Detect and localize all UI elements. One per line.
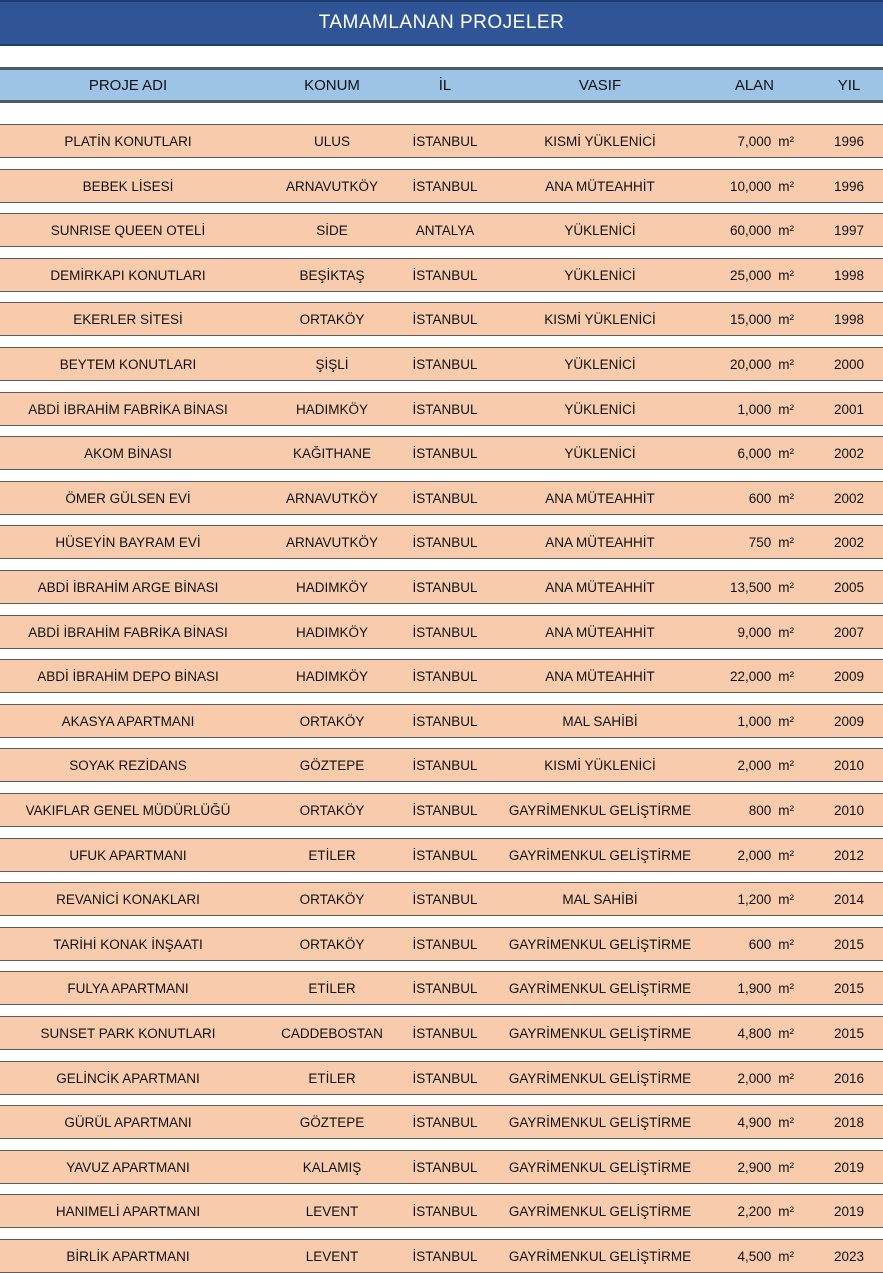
cell-vasif: GAYRİMENKUL GELİŞTİRME [508,1159,692,1175]
cell-konum: ORTAKÖY [299,802,365,818]
alan-unit: m² [778,356,794,372]
table-row [0,838,883,872]
alan-unit: m² [778,624,794,640]
cell-il: ANTALYA [415,222,475,238]
cell-proje-adi: UFUK APARTMANI [69,847,187,863]
table-row [0,525,883,559]
table-row [0,213,883,247]
alan-unit: m² [778,980,794,996]
alan-unit: m² [778,579,794,595]
alan-value: 20,000 [729,356,772,372]
cell-konum: ETİLER [308,980,356,996]
cell-vasif: ANA MÜTEAHHİT [545,490,655,506]
cell-proje-adi: BEYTEM KONUTLARI [59,356,197,372]
alan-value: 10,000 [729,178,772,194]
cell-vasif: GAYRİMENKUL GELİŞTİRME [508,1203,692,1219]
table-row [0,615,883,649]
cell-proje-adi: DEMİRKAPI KONUTLARI [50,267,206,283]
cell-alan [700,312,794,327]
cell-vasif: GAYRİMENKUL GELİŞTİRME [508,1248,692,1264]
table-row [0,570,883,604]
cell-yil: 1996 [833,133,865,149]
cell-il: İSTANBUL [412,847,478,863]
cell-alan [700,134,794,149]
cell-proje-adi: FULYA APARTMANI [67,980,189,996]
cell-proje-adi: BEBEK LİSESİ [82,178,174,194]
cell-yil: 2009 [833,713,865,729]
table-row [0,436,883,470]
cell-il: İSTANBUL [412,267,478,283]
cell-konum: LEVENT [305,1248,359,1264]
alan-value: 22,000 [729,668,772,684]
cell-il: İSTANBUL [412,490,478,506]
alan-unit: m² [778,534,794,550]
cell-il: İSTANBUL [412,579,478,595]
alan-value: 1,000 [737,713,772,729]
cell-il: İSTANBUL [412,802,478,818]
cell-konum: GÖZTEPE [299,1114,365,1130]
table-row [0,882,883,916]
cell-vasif: YÜKLENİCİ [564,401,636,417]
cell-il: İSTANBUL [412,401,478,417]
alan-value: 2,000 [737,847,772,863]
cell-konum: KALAMIŞ [302,1159,362,1175]
cell-yil: 2009 [833,668,865,684]
cell-yil: 2010 [833,802,865,818]
cell-alan [700,892,794,907]
cell-konum: LEVENT [305,1203,359,1219]
alan-value: 600 [748,936,772,952]
cell-vasif: YÜKLENİCİ [564,222,636,238]
table-row [0,1239,883,1273]
header-proje-adi: PROJE ADI [88,76,168,94]
cell-konum: GÖZTEPE [299,757,365,773]
cell-konum: ULUS [313,133,350,149]
cell-konum: ŞİŞLİ [315,356,349,372]
cell-yil: 2007 [833,624,865,640]
header-vasif: VASIF [578,76,622,94]
cell-il: İSTANBUL [412,311,478,327]
cell-proje-adi: TARİHİ KONAK İNŞAATI [53,936,203,952]
alan-value: 800 [748,802,772,818]
cell-il: İSTANBUL [412,178,478,194]
cell-alan [700,179,794,194]
cell-vasif: KISMİ YÜKLENİCİ [544,133,656,149]
cell-konum: BEŞİKTAŞ [299,267,365,283]
table-row [0,1016,883,1050]
alan-unit: m² [778,222,794,238]
cell-proje-adi: SOYAK REZİDANS [69,757,187,773]
header-konum: KONUM [304,76,360,94]
cell-il: İSTANBUL [412,1203,478,1219]
cell-alan [700,1115,794,1130]
alan-value: 2,900 [737,1159,772,1175]
cell-yil: 2019 [833,1159,865,1175]
alan-unit: m² [778,1025,794,1041]
cell-yil: 2019 [833,1203,865,1219]
cell-vasif: YÜKLENİCİ [564,445,636,461]
cell-yil: 2005 [833,579,865,595]
cell-konum: ORTAKÖY [299,936,365,952]
alan-unit: m² [778,757,794,773]
cell-alan [700,446,794,461]
cell-alan [700,937,794,952]
cell-proje-adi: ABDİ İBRAHİM FABRİKA BİNASI [28,401,228,417]
table-row [0,748,883,782]
alan-unit: m² [778,401,794,417]
cell-vasif: KISMİ YÜKLENİCİ [544,311,656,327]
cell-vasif: ANA MÜTEAHHİT [545,579,655,595]
alan-unit: m² [778,1248,794,1264]
cell-alan [700,981,794,996]
alan-value: 4,800 [737,1025,772,1041]
cell-il: İSTANBUL [412,133,478,149]
cell-il: İSTANBUL [412,1070,478,1086]
header-alan: ALAN [734,76,774,94]
alan-unit: m² [778,713,794,729]
cell-alan [700,402,794,417]
cell-alan [700,714,794,729]
cell-proje-adi: ÖMER GÜLSEN EVİ [65,490,191,506]
alan-unit: m² [778,891,794,907]
alan-value: 4,500 [737,1248,772,1264]
cell-yil: 2002 [833,490,865,506]
cell-alan [700,848,794,863]
cell-vasif: GAYRİMENKUL GELİŞTİRME [508,847,692,863]
cell-yil: 2023 [833,1248,865,1264]
cell-proje-adi: HANIMELİ APARTMANI [55,1203,201,1219]
cell-alan [700,580,794,595]
table-row [0,659,883,693]
cell-vasif: YÜKLENİCİ [564,267,636,283]
alan-unit: m² [778,802,794,818]
table-row [0,971,883,1005]
alan-value: 2,200 [737,1203,772,1219]
cell-vasif: MAL SAHİBİ [562,713,638,729]
cell-vasif: ANA MÜTEAHHİT [545,668,655,684]
cell-il: İSTANBUL [412,624,478,640]
cell-il: İSTANBUL [412,891,478,907]
alan-unit: m² [778,490,794,506]
cell-konum: ARNAVUTKÖY [285,178,378,194]
cell-yil: 1996 [833,178,865,194]
page-title: TAMAMLANAN PROJELER [0,0,883,46]
cell-konum: SİDE [316,222,348,238]
table-row [0,1061,883,1095]
cell-proje-adi: PLATİN KONUTLARI [64,133,192,149]
cell-proje-adi: EKERLER SİTESİ [73,311,183,327]
cell-yil: 2014 [833,891,865,907]
cell-alan [700,625,794,640]
alan-unit: m² [778,1114,794,1130]
table-row [0,793,883,827]
cell-il: İSTANBUL [412,356,478,372]
alan-unit: m² [778,1070,794,1086]
alan-value: 13,500 [729,579,772,595]
alan-value: 9,000 [737,624,772,640]
cell-il: İSTANBUL [412,980,478,996]
table-row [0,1194,883,1228]
alan-unit: m² [778,445,794,461]
cell-vasif: MAL SAHİBİ [562,891,638,907]
header-yil: YIL [837,76,861,94]
cell-vasif: GAYRİMENKUL GELİŞTİRME [508,802,692,818]
alan-value: 1,900 [737,980,772,996]
alan-unit: m² [778,311,794,327]
alan-value: 15,000 [729,311,772,327]
alan-unit: m² [778,178,794,194]
cell-yil: 2018 [833,1114,865,1130]
alan-value: 2,000 [737,1070,772,1086]
cell-il: İSTANBUL [412,445,478,461]
table-row [0,1150,883,1184]
table-row [0,704,883,738]
cell-yil: 2001 [833,401,865,417]
cell-alan [700,1249,794,1264]
alan-unit: m² [778,668,794,684]
cell-proje-adi: BİRLİK APARTMANI [66,1248,190,1264]
alan-unit: m² [778,1203,794,1219]
alan-unit: m² [778,133,794,149]
table-row [0,927,883,961]
cell-alan [700,535,794,550]
alan-value: 4,900 [737,1114,772,1130]
cell-proje-adi: AKOM BİNASI [84,445,172,461]
cell-yil: 1998 [833,311,865,327]
cell-vasif: KISMİ YÜKLENİCİ [544,757,656,773]
cell-yil: 2015 [833,1025,865,1041]
alan-value: 2,000 [737,757,772,773]
cell-alan [700,803,794,818]
alan-value: 600 [748,490,772,506]
cell-vasif: YÜKLENİCİ [564,356,636,372]
cell-konum: ORTAKÖY [299,713,365,729]
cell-proje-adi: SUNRISE QUEEN OTELİ [50,222,206,238]
cell-konum: ARNAVUTKÖY [285,534,378,550]
cell-alan [700,1160,794,1175]
cell-il: İSTANBUL [412,1248,478,1264]
cell-proje-adi: REVANİCİ KONAKLARI [56,891,200,907]
cell-yil: 1997 [833,222,865,238]
alan-value: 1,200 [737,891,772,907]
cell-yil: 2015 [833,936,865,952]
cell-proje-adi: AKASYA APARTMANI [61,713,195,729]
cell-yil: 1998 [833,267,865,283]
cell-alan [700,357,794,372]
cell-il: İSTANBUL [412,1159,478,1175]
cell-konum: ORTAKÖY [299,311,365,327]
cell-vasif: ANA MÜTEAHHİT [545,178,655,194]
table-row [0,302,883,336]
cell-alan [700,1204,794,1219]
alan-value: 6,000 [737,445,772,461]
table-row [0,347,883,381]
cell-proje-adi: SUNSET PARK KONUTLARI [40,1025,216,1041]
table-row [0,124,883,158]
cell-proje-adi: ABDİ İBRAHİM ARGE BİNASI [37,579,219,595]
alan-value: 1,000 [737,401,772,417]
cell-proje-adi: GELİNCİK APARTMANI [56,1070,200,1086]
table-row [0,169,883,203]
cell-konum: HADIMKÖY [295,401,368,417]
cell-alan [700,491,794,506]
cell-yil: 2012 [833,847,865,863]
cell-alan [700,1071,794,1086]
cell-alan [700,1026,794,1041]
cell-yil: 2015 [833,980,865,996]
cell-il: İSTANBUL [412,534,478,550]
cell-konum: ETİLER [308,1070,356,1086]
cell-konum: ETİLER [308,847,356,863]
cell-alan [700,758,794,773]
cell-proje-adi: HÜSEYİN BAYRAM EVİ [55,534,201,550]
cell-vasif: ANA MÜTEAHHİT [545,624,655,640]
alan-value: 60,000 [729,222,772,238]
cell-vasif: ANA MÜTEAHHİT [545,534,655,550]
table-row [0,392,883,426]
cell-konum: HADIMKÖY [295,579,368,595]
alan-unit: m² [778,847,794,863]
alan-value: 750 [748,534,772,550]
cell-yil: 2000 [833,356,865,372]
alan-unit: m² [778,936,794,952]
cell-vasif: GAYRİMENKUL GELİŞTİRME [508,1025,692,1041]
cell-yil: 2002 [833,534,865,550]
alan-value: 25,000 [729,267,772,283]
cell-konum: CADDEBOSTAN [281,1025,383,1041]
cell-alan [700,669,794,684]
table-header [0,67,883,103]
cell-vasif: GAYRİMENKUL GELİŞTİRME [508,936,692,952]
cell-konum: KAĞITHANE [292,445,371,461]
cell-proje-adi: ABDİ İBRAHİM FABRİKA BİNASI [28,624,228,640]
cell-proje-adi: YAVUZ APARTMANI [66,1159,190,1175]
cell-il: İSTANBUL [412,936,478,952]
cell-proje-adi: GÜRÜL APARTMANI [64,1114,192,1130]
cell-alan [700,223,794,238]
alan-unit: m² [778,267,794,283]
alan-unit: m² [778,1159,794,1175]
cell-vasif: GAYRİMENKUL GELİŞTİRME [508,1114,692,1130]
cell-konum: ORTAKÖY [299,891,365,907]
cell-il: İSTANBUL [412,757,478,773]
header-il: İL [438,76,452,94]
cell-yil: 2010 [833,757,865,773]
table-row [0,1105,883,1139]
cell-vasif: GAYRİMENKUL GELİŞTİRME [508,1070,692,1086]
cell-konum: HADIMKÖY [295,668,368,684]
table-row [0,481,883,515]
cell-konum: HADIMKÖY [295,624,368,640]
cell-il: İSTANBUL [412,668,478,684]
table-row [0,258,883,292]
cell-alan [700,268,794,283]
cell-yil: 2016 [833,1070,865,1086]
cell-proje-adi: VAKIFLAR GENEL MÜDÜRLÜĞÜ [25,802,231,818]
alan-value: 7,000 [737,133,772,149]
cell-konum: ARNAVUTKÖY [285,490,378,506]
cell-proje-adi: ABDİ İBRAHİM DEPO BİNASI [37,668,219,684]
cell-vasif: GAYRİMENKUL GELİŞTİRME [508,980,692,996]
cell-il: İSTANBUL [412,1025,478,1041]
cell-yil: 2002 [833,445,865,461]
cell-il: İSTANBUL [412,1114,478,1130]
cell-il: İSTANBUL [412,713,478,729]
